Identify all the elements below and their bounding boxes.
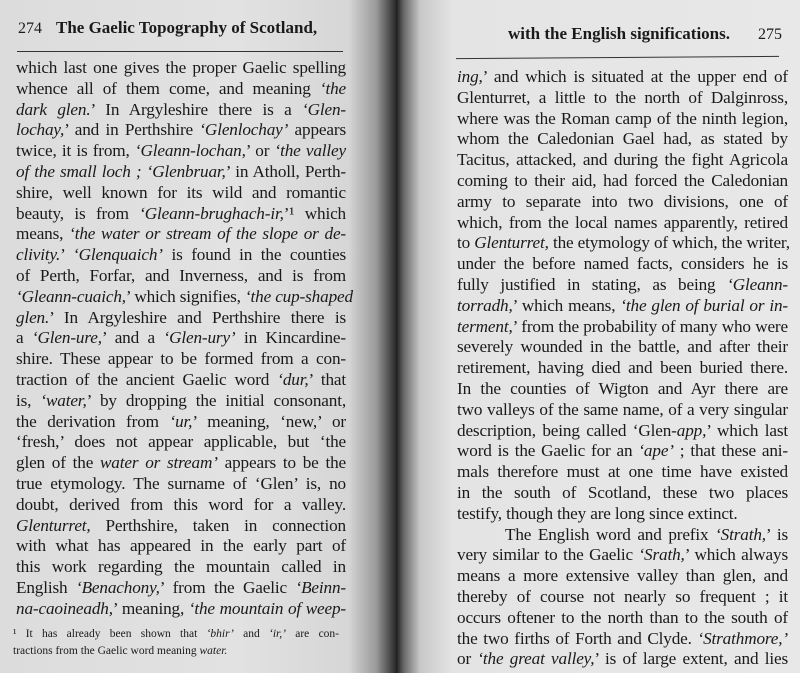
- italic-text: ‘Benachony,: [76, 577, 160, 597]
- text-line: [457, 400, 788, 421]
- text-run: ’ or: [245, 141, 275, 161]
- text-run: Glenturret, a little to the north of Dalginross,: [457, 87, 788, 107]
- italic-text: ‘ur,: [169, 411, 193, 431]
- text-run: ’ by dropping the initial consonant,: [86, 390, 346, 410]
- italic-text: ‘the valley: [274, 141, 347, 161]
- footnote: [13, 626, 339, 660]
- text-run: doubt, derived from this word for a valley.: [16, 494, 346, 514]
- text-line: [457, 67, 788, 88]
- text-run: shire, well known for its wild and romantic: [16, 182, 346, 202]
- italic-text: lochay,: [16, 120, 65, 140]
- text-line: [457, 233, 788, 254]
- text-run: ¹ It has already been shown that: [13, 628, 207, 640]
- text-run: ’ which always: [684, 545, 788, 565]
- text-line: [13, 643, 339, 660]
- text-run: ’ and in Perthshire: [64, 120, 200, 140]
- text-run: very similar to the Gaelic: [457, 545, 639, 565]
- text-run: ’ in Atholl, Perth-: [225, 161, 346, 181]
- text-line: [16, 370, 346, 391]
- text-run: the etymology of which, the writer,: [548, 233, 790, 253]
- body-text: [457, 67, 788, 670]
- text-line: [16, 162, 346, 183]
- text-line: [457, 545, 788, 566]
- text-run: ’ that: [308, 369, 346, 389]
- text-run: ’ In Argyleshire and Perthshire there is: [49, 307, 346, 327]
- text-line: [457, 462, 788, 483]
- italic-text: ‘ir,’: [269, 628, 286, 640]
- running-header: [18, 18, 348, 44]
- text-run: ’ which last: [706, 420, 788, 440]
- text-run: means,: [16, 224, 70, 244]
- italic-text: clivity.: [16, 245, 61, 265]
- text-line: [16, 120, 346, 141]
- text-line: [457, 483, 788, 504]
- italic-text: app,: [676, 420, 707, 440]
- text-run: in Kincardine-: [235, 328, 346, 348]
- text-line: [16, 100, 346, 121]
- italic-text: ‘Glenbruar,: [146, 161, 226, 181]
- text-run: ’¹ which: [283, 203, 346, 223]
- text-line: [16, 557, 346, 578]
- text-line: [457, 421, 788, 442]
- text-line: [457, 649, 788, 670]
- text-line: [457, 358, 788, 379]
- text-run: ’ In Argyleshire there is a: [90, 99, 303, 119]
- running-head-title: with the English significations.: [508, 24, 730, 43]
- text-run: the derivation from: [16, 411, 170, 431]
- text-run: army to separate into two divisions, one of: [457, 191, 788, 211]
- text-line: [16, 495, 346, 516]
- text-run: this work regarding the mountain called in: [16, 557, 346, 577]
- page-number: 275: [758, 26, 782, 43]
- text-run: ’ meaning,: [112, 598, 189, 618]
- text-run: or: [457, 649, 478, 669]
- italic-text: ‘Gleann-: [727, 274, 788, 294]
- text-run: the two firths of Forth and Clyde.: [457, 628, 698, 648]
- text-run: ’ which means,: [512, 295, 621, 315]
- italic-text: ‘ape’: [638, 441, 674, 461]
- text-run: appears: [288, 120, 346, 140]
- text-run: ’: [60, 245, 74, 265]
- text-line: [457, 317, 788, 338]
- text-line: [457, 296, 788, 317]
- body-text: [16, 58, 353, 620]
- italic-text: ‘dur,: [277, 369, 309, 389]
- italic-text: ‘Glenlochay’: [199, 120, 289, 140]
- text-line: [457, 88, 788, 109]
- text-run: English: [16, 577, 76, 597]
- italic-text: ‘Glen-ury’: [163, 328, 236, 348]
- text-run: In the counties of Wigton and Ayr there are: [457, 378, 788, 398]
- text-line: [16, 432, 346, 453]
- italic-text: ing,: [457, 67, 483, 86]
- text-line: [16, 578, 346, 599]
- text-line: [16, 308, 346, 329]
- italic-text: ‘bhir’: [206, 628, 234, 640]
- text-line: [457, 254, 788, 275]
- text-run: twice, it is from,: [16, 141, 135, 161]
- text-run: word is the Gaelic for an: [457, 441, 639, 461]
- text-run: thereby of course not nearly so frequent ; it: [457, 586, 788, 606]
- text-line: [16, 204, 346, 225]
- header-rule: [17, 51, 343, 52]
- italic-text: ‘the water or stream of the slope or de-: [69, 224, 346, 244]
- text-line: [457, 213, 788, 234]
- text-run: beauty, is from: [16, 203, 140, 223]
- text-run: ’ and which is situated at the upper end of: [482, 67, 788, 86]
- text-line: [16, 391, 346, 412]
- text-line: [16, 266, 346, 287]
- text-line: [457, 171, 788, 192]
- text-run: whom the Caledonian Gael had, as stated by: [457, 129, 788, 149]
- text-run: mals therefore must at one time have existed: [457, 462, 788, 482]
- italic-text: Glenturret,: [474, 233, 549, 253]
- text-run: ’ is: [765, 524, 789, 544]
- text-run: Perthshire, taken in connection: [90, 515, 346, 535]
- header-rule: [456, 56, 779, 59]
- italic-text: ‘Gleann-cuaich,: [16, 286, 126, 306]
- text-line: [16, 141, 346, 162]
- text-run: Tacitus, attacked, and during the fight Agricola: [457, 150, 788, 170]
- italic-text: glen.: [16, 307, 50, 327]
- text-run: severely wounded in the battle, and after their: [457, 337, 788, 357]
- italic-text: ‘Strathmore,’: [697, 628, 788, 648]
- italic-text: of the small loch ;: [16, 161, 142, 181]
- text-line: [457, 566, 788, 587]
- italic-text: ‘Gleann-lochan,: [134, 141, 246, 161]
- italic-text: ‘Glen-: [302, 99, 346, 119]
- text-line: [457, 129, 788, 150]
- text-line: [16, 183, 346, 204]
- text-run: are con-: [285, 628, 340, 640]
- text-line: [457, 441, 788, 462]
- running-header: [456, 24, 782, 50]
- text-line: [16, 412, 346, 433]
- italic-text: na-caoineadh,: [16, 598, 113, 618]
- text-line: [457, 379, 788, 400]
- text-run: testify, though they are long since extinct.: [457, 503, 738, 523]
- text-line: [457, 192, 788, 213]
- text-run: where was the Roman camp of the ninth legion,: [457, 108, 788, 128]
- text-run: under the before named facts, considers he is: [457, 254, 788, 274]
- text-line: [16, 224, 346, 245]
- text-run: fully justified in stating, as being: [457, 274, 728, 294]
- italic-text: ‘water,: [40, 390, 87, 410]
- text-line: [457, 150, 788, 171]
- right-page: [396, 0, 800, 673]
- text-run: The English word and prefix: [505, 524, 716, 544]
- text-line: [16, 79, 346, 100]
- text-line: [16, 516, 346, 537]
- italic-text: ‘the great valley,: [477, 649, 595, 669]
- italic-text: ‘the: [319, 78, 346, 98]
- text-line: [13, 626, 339, 643]
- text-line: [457, 587, 788, 608]
- text-run: which last one gives the proper Gaelic spelling: [16, 58, 346, 77]
- italic-text: ‘Beinn-: [295, 577, 346, 597]
- text-run: glen of the: [16, 453, 100, 473]
- page-number: 274: [18, 20, 42, 37]
- text-line: [16, 245, 346, 266]
- italic-text: ‘the glen of burial or in-: [620, 295, 788, 315]
- text-run: shire. These appear to be formed from a con-: [16, 349, 346, 369]
- text-run: whence all of them come, and meaning: [16, 78, 320, 98]
- text-line: [16, 328, 346, 349]
- italic-text: ‘the cup-shaped: [244, 286, 353, 306]
- text-run: ’ meaning, ‘new,’ or: [192, 411, 346, 431]
- italic-text: water or stream’: [99, 453, 218, 473]
- italic-text: Glenturret,: [16, 515, 91, 535]
- italic-text: ‘Glen-ure,: [31, 328, 102, 348]
- text-run: ’ and a: [101, 328, 164, 348]
- text-run: to: [457, 233, 475, 253]
- italic-text: terment,: [457, 316, 513, 336]
- text-run: ’ from the Gaelic: [159, 577, 296, 597]
- running-head-title: The Gaelic Topography of Scotland,: [56, 18, 318, 37]
- text-run: is found in the counties: [162, 245, 346, 265]
- text-line: [16, 536, 346, 557]
- text-line: [16, 599, 346, 620]
- text-run: and: [233, 628, 270, 640]
- text-run: appears to be the: [217, 453, 347, 473]
- text-run: in the south of Scotland, these two places: [457, 482, 788, 502]
- text-line: [457, 337, 788, 358]
- italic-text: ‘Gleann-brughach-ir,: [139, 203, 284, 223]
- text-run: means a more extensive valley than glen, and: [457, 566, 788, 586]
- italic-text: water.: [199, 645, 228, 657]
- text-line: [16, 58, 346, 79]
- italic-text: torradh,: [457, 295, 513, 315]
- text-line: [457, 629, 788, 650]
- text-run: ’ from the probability of many who were: [512, 316, 788, 336]
- italic-text: dark glen.: [16, 99, 91, 119]
- text-line: [457, 608, 788, 629]
- italic-text: ‘Strath,: [715, 524, 766, 544]
- text-run: ; that these ani-: [673, 441, 788, 461]
- text-run: is,: [16, 390, 41, 410]
- text-line: [16, 286, 353, 308]
- text-line: [457, 504, 788, 525]
- italic-text: ‘Srath,: [638, 545, 685, 565]
- text-run: description, being called ‘Glen-: [457, 420, 677, 440]
- text-line: [457, 109, 788, 130]
- text-run: tractions from the Gaelic word meaning: [13, 645, 200, 657]
- text-run: two valleys of the same name, of a very singular: [457, 399, 788, 419]
- text-line: [16, 349, 346, 370]
- text-run: which, from the local names apparently, retired: [457, 212, 788, 232]
- text-run: a: [16, 328, 32, 348]
- text-line: [457, 525, 788, 546]
- text-run: coming to their aid, had forced the Caledonian: [457, 170, 788, 190]
- text-run: of Perth, Forfar, and Inverness, and is from: [16, 265, 346, 285]
- text-run: traction of the ancient Gaelic word: [16, 369, 278, 389]
- italic-text: ‘the mountain of weep-: [188, 598, 346, 618]
- text-line: [16, 453, 346, 474]
- text-line: [16, 474, 346, 495]
- italic-text: ‘Glenquaich’: [73, 245, 163, 265]
- text-run: occurs oftener to the north than to the south of: [457, 607, 788, 627]
- text-run: retirement, having died and been buried there.: [457, 358, 788, 378]
- text-run: ‘fresh,’ does not appear applicable, but ‘the: [16, 432, 346, 452]
- text-run: ’ is of large extent, and lies: [594, 649, 789, 669]
- text-run: true etymology. The surname of ‘Glen’ is, no: [16, 473, 346, 493]
- text-line: [457, 275, 788, 296]
- text-run: ’ which signifies,: [125, 286, 245, 306]
- left-page: [0, 0, 396, 673]
- text-run: with what has appeared in the early part of: [16, 536, 346, 556]
